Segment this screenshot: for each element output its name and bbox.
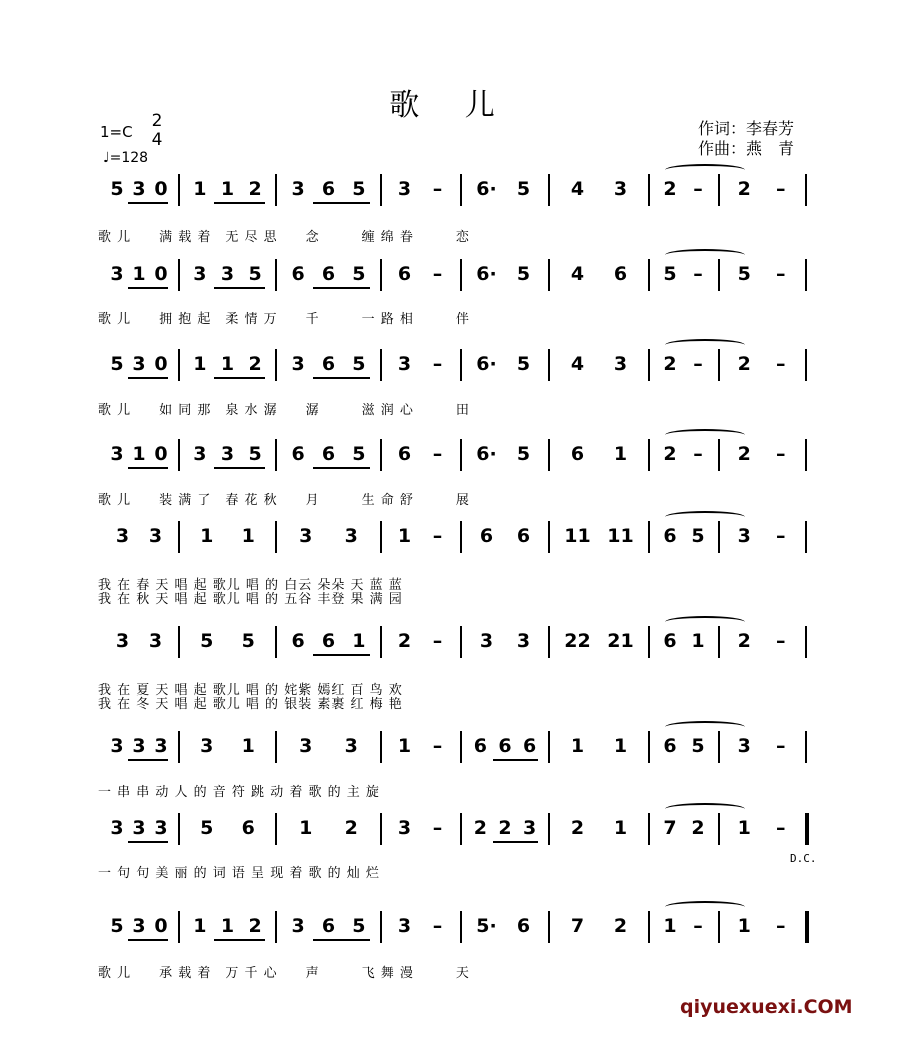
note: 3: [193, 443, 207, 465]
note: 2: [613, 915, 628, 937]
note: 1: [613, 735, 628, 757]
bar-line: [178, 911, 180, 943]
beam-underline: [128, 287, 168, 289]
note: 1: [737, 817, 751, 839]
bar-line: [718, 259, 720, 291]
bar-line: [380, 439, 382, 471]
note: 1: [220, 178, 235, 200]
note: 2: [248, 353, 262, 375]
note: –: [776, 915, 786, 937]
slur: [665, 164, 745, 176]
note: 5: [352, 443, 366, 465]
note: 6·: [476, 263, 497, 285]
note: 3: [110, 263, 124, 285]
slur: [665, 901, 745, 913]
bar-line: [648, 911, 650, 943]
bar-line: [275, 731, 277, 763]
bar-line: [460, 259, 462, 291]
bar-line: [718, 626, 720, 658]
bar-line: [275, 439, 277, 471]
note: 5: [110, 915, 124, 937]
bar-line: [548, 521, 550, 553]
note: 3: [148, 525, 163, 547]
note: 1: [613, 817, 628, 839]
note: 11: [607, 525, 634, 547]
note: 1: [613, 443, 628, 465]
note: 6: [498, 735, 512, 757]
note: 0: [154, 443, 168, 465]
note: 3: [110, 443, 124, 465]
beam-underline: [214, 202, 265, 204]
bar-line: [718, 174, 720, 206]
bar-line: [648, 626, 650, 658]
note: 6: [291, 630, 305, 652]
dc-mark: D.C.: [790, 852, 817, 865]
note: 6: [479, 525, 494, 547]
bar-line: [380, 349, 382, 381]
note: 5: [200, 630, 214, 652]
note: 6: [321, 443, 336, 465]
note: 3: [299, 525, 313, 547]
note: 5: [110, 178, 124, 200]
bar-line: [380, 911, 382, 943]
note: 3: [132, 817, 146, 839]
beam-underline: [128, 467, 168, 469]
note: 2: [691, 817, 705, 839]
bar-line: [805, 439, 807, 471]
note: 3: [115, 630, 130, 652]
note: 3: [132, 915, 146, 937]
note: 5: [352, 353, 366, 375]
note: –: [432, 353, 443, 375]
note: 3: [291, 178, 305, 200]
bar-line: [548, 911, 550, 943]
note: 6: [397, 263, 412, 285]
note: 6: [663, 525, 677, 547]
note: 6: [291, 443, 305, 465]
note: 5: [248, 263, 262, 285]
beam-underline: [313, 467, 370, 469]
note: 1: [691, 630, 705, 652]
note: 5: [691, 525, 705, 547]
note: 1: [220, 353, 235, 375]
note: 2: [248, 915, 262, 937]
note: –: [776, 817, 786, 839]
lyricist: 作词：李春芳: [698, 119, 795, 138]
note: 5: [352, 263, 366, 285]
note: 6·: [476, 443, 497, 465]
note: 1: [193, 353, 207, 375]
bar-line: [805, 174, 807, 206]
note: 5: [241, 630, 255, 652]
slur: [665, 511, 745, 523]
bar-line: [805, 349, 807, 381]
beam-underline: [493, 841, 538, 843]
note: 5: [516, 263, 531, 285]
time-top: 2: [151, 111, 163, 131]
bar-line: [460, 731, 462, 763]
note: 3: [397, 915, 412, 937]
note: 3: [737, 735, 751, 757]
note: 3: [110, 817, 124, 839]
note: 2: [498, 817, 512, 839]
time-signature: [150, 112, 164, 150]
beam-underline: [128, 202, 168, 204]
note: 5: [516, 178, 531, 200]
note: 1: [241, 525, 255, 547]
note: –: [776, 443, 786, 465]
note: 5: [737, 263, 751, 285]
slur: [665, 339, 745, 351]
bar-line: [275, 626, 277, 658]
note: 1: [132, 443, 146, 465]
note: 6: [613, 263, 628, 285]
note: –: [693, 178, 703, 200]
note: 2: [737, 443, 751, 465]
note: 6: [291, 263, 305, 285]
note: 3: [397, 353, 412, 375]
note: 6: [663, 735, 677, 757]
note: 2: [344, 817, 358, 839]
beam-underline: [128, 939, 168, 941]
bar-line: [460, 439, 462, 471]
watermark: qiyuexuexi.COM: [680, 996, 853, 1018]
lyrics-line-2: 我 在 秋 天 唱 起 歌儿 唱 的 五谷 丰登 果 满 园: [98, 592, 403, 607]
note: 1: [200, 525, 214, 547]
note: 3: [344, 735, 358, 757]
lyrics-line: 我 在 夏 天 唱 起 歌儿 唱 的 姹紫 嫣红 百 鸟 欢: [98, 683, 403, 698]
bar-line: [805, 626, 807, 658]
bar-line: [648, 521, 650, 553]
note: 2: [570, 817, 585, 839]
bar-line: [275, 349, 277, 381]
note: 3: [200, 735, 214, 757]
beam-underline: [313, 377, 370, 379]
bar-line: [460, 911, 462, 943]
note: 3: [132, 353, 146, 375]
note: 3: [299, 735, 313, 757]
note: 4: [570, 178, 585, 200]
bar-line: [718, 813, 720, 845]
bar-line: [460, 174, 462, 206]
slur: [665, 249, 745, 261]
lyrics-line: 歌 儿 如 同 那 泉 水 潺 潺 滋 润 心 田: [98, 403, 470, 418]
note: 4: [570, 353, 585, 375]
note: –: [776, 178, 786, 200]
bar-line: [380, 626, 382, 658]
note: 6·: [476, 353, 497, 375]
note: 3: [516, 630, 531, 652]
note: 0: [154, 353, 168, 375]
note: 2: [737, 630, 751, 652]
beam-underline: [313, 939, 370, 941]
note: 2: [737, 353, 751, 375]
bar-line: [805, 731, 807, 763]
note: 6: [321, 353, 336, 375]
note: 3: [291, 915, 305, 937]
note: –: [432, 817, 443, 839]
bar-line: [548, 626, 550, 658]
bar-line: [380, 521, 382, 553]
bar-line: [718, 911, 720, 943]
bar-line: [275, 174, 277, 206]
note: 6: [473, 735, 487, 757]
beam-underline: [128, 841, 168, 843]
note: 3: [397, 178, 412, 200]
note: 3: [613, 178, 628, 200]
bar-line: [648, 813, 650, 845]
note: 1: [220, 915, 235, 937]
bar-line: [275, 521, 277, 553]
note: 2: [473, 817, 487, 839]
lyrics-line: 我 在 春 天 唱 起 歌儿 唱 的 白云 朵朵 天 蓝 蓝: [98, 578, 403, 593]
slur: [665, 616, 745, 628]
lyrics-line: 歌 儿 满 载 着 无 尽 思 念 缠 绵 眷 恋: [98, 230, 470, 245]
note: –: [432, 178, 443, 200]
note: –: [776, 525, 786, 547]
note: 0: [154, 178, 168, 200]
bar-line: [460, 521, 462, 553]
bar-line: [548, 813, 550, 845]
bar-line: [178, 813, 180, 845]
note: 3: [154, 735, 168, 757]
beam-underline: [313, 287, 370, 289]
note: 1: [299, 817, 313, 839]
bar-line: [548, 174, 550, 206]
note: 2: [663, 353, 677, 375]
note: 5: [200, 817, 214, 839]
note: 1: [397, 735, 412, 757]
note: –: [432, 263, 443, 285]
note: 1: [193, 915, 207, 937]
slur: [665, 721, 745, 733]
bar-line: [380, 731, 382, 763]
note: 2: [663, 178, 677, 200]
note: 5: [691, 735, 705, 757]
bar-line: [380, 259, 382, 291]
note: 1: [193, 178, 207, 200]
note: 3: [220, 263, 235, 285]
bar-line: [548, 349, 550, 381]
bar-line: [718, 349, 720, 381]
bar-line: [548, 731, 550, 763]
note: 6: [516, 525, 531, 547]
note: 0: [154, 263, 168, 285]
note: 7: [663, 817, 677, 839]
note: 3: [115, 525, 130, 547]
note: 5·: [476, 915, 497, 937]
beam-underline: [128, 377, 168, 379]
note: 3: [397, 817, 412, 839]
note: 5: [110, 353, 124, 375]
note: –: [776, 630, 786, 652]
note: 1: [397, 525, 412, 547]
note: 4: [570, 263, 585, 285]
note: 6: [321, 263, 336, 285]
note: –: [432, 443, 443, 465]
bar-line: [178, 349, 180, 381]
note: 3: [110, 735, 124, 757]
note: 2: [248, 178, 262, 200]
bar-line: [275, 911, 277, 943]
note: 3: [613, 353, 628, 375]
note: 6: [321, 630, 336, 652]
beam-underline: [493, 759, 538, 761]
note: 3: [344, 525, 358, 547]
note: 0: [154, 915, 168, 937]
note: –: [432, 525, 443, 547]
note: 5: [352, 915, 366, 937]
beam-underline: [214, 467, 265, 469]
bar-line: [178, 439, 180, 471]
note: 6: [570, 443, 585, 465]
page-title: 歌 儿: [389, 88, 513, 123]
bar-line: [718, 521, 720, 553]
note: –: [776, 263, 786, 285]
note: –: [432, 735, 443, 757]
note: 5: [516, 443, 531, 465]
bar-line: [548, 439, 550, 471]
note: 3: [193, 263, 207, 285]
note: 6: [516, 915, 531, 937]
note: 2: [737, 178, 751, 200]
bar-line: [380, 813, 382, 845]
bar-line: [805, 259, 807, 291]
lyrics-line: 一 串 串 动 人 的 音 符 跳 动 着 歌 的 主 旋: [98, 785, 380, 800]
bar-line: [380, 174, 382, 206]
note: 1: [241, 735, 255, 757]
slur: [665, 803, 745, 815]
beam-underline: [214, 377, 265, 379]
note: 6: [241, 817, 255, 839]
note: –: [693, 915, 703, 937]
note: –: [432, 915, 443, 937]
note: 3: [154, 817, 168, 839]
bar-line: [648, 259, 650, 291]
slur: [665, 429, 745, 441]
beam-underline: [313, 654, 370, 656]
lyrics-line: 歌 儿 承 载 着 万 千 心 声 飞 舞 漫 天: [98, 966, 470, 981]
bar-line: [648, 349, 650, 381]
bar-line: [460, 626, 462, 658]
note: 1: [570, 735, 585, 757]
key-signature: 1=C: [100, 123, 133, 141]
bar-line: [548, 259, 550, 291]
time-bottom: 4: [151, 130, 163, 150]
note: 1: [352, 630, 366, 652]
note: 3: [291, 353, 305, 375]
note: 5: [663, 263, 677, 285]
note: 5: [248, 443, 262, 465]
bar-line: [805, 813, 809, 845]
note: –: [693, 353, 703, 375]
note: 1: [132, 263, 146, 285]
note: –: [776, 353, 786, 375]
bar-line: [805, 911, 809, 943]
note: –: [432, 630, 443, 652]
lyrics-line: 歌 儿 装 满 了 春 花 秋 月 生 命 舒 展: [98, 493, 470, 508]
note: 3: [148, 630, 163, 652]
bar-line: [648, 731, 650, 763]
note: 6: [321, 178, 336, 200]
note: 11: [564, 525, 591, 547]
note: 1: [663, 915, 677, 937]
lyrics-line: 一 句 句 美 丽 的 词 语 呈 现 着 歌 的 灿 烂: [98, 866, 380, 881]
bar-line: [178, 259, 180, 291]
note: 3: [479, 630, 494, 652]
note: 5: [516, 353, 531, 375]
note: 21: [607, 630, 634, 652]
bar-line: [460, 349, 462, 381]
note: 6: [523, 735, 537, 757]
bar-line: [178, 731, 180, 763]
note: 5: [352, 178, 366, 200]
beam-underline: [128, 759, 168, 761]
note: 22: [564, 630, 591, 652]
tempo-mark: ♩=128: [103, 150, 149, 166]
bar-line: [178, 626, 180, 658]
note: 2: [663, 443, 677, 465]
note: –: [693, 263, 703, 285]
note: 3: [737, 525, 751, 547]
bar-line: [275, 259, 277, 291]
note: 7: [570, 915, 585, 937]
note: 3: [132, 178, 146, 200]
note: 3: [523, 817, 537, 839]
lyrics-line-2: 我 在 冬 天 唱 起 歌儿 唱 的 银装 素裹 红 梅 艳: [98, 697, 403, 712]
bar-line: [648, 439, 650, 471]
note: 1: [737, 915, 751, 937]
note: –: [693, 443, 703, 465]
note: 6: [663, 630, 677, 652]
bar-line: [718, 731, 720, 763]
note: 6: [321, 915, 336, 937]
bar-line: [178, 521, 180, 553]
note: 3: [132, 735, 146, 757]
bar-line: [178, 174, 180, 206]
note: 6·: [476, 178, 497, 200]
note: –: [776, 735, 786, 757]
note: 3: [220, 443, 235, 465]
composer: 作曲：燕 青: [698, 139, 795, 158]
lyrics-line: 歌 儿 拥 抱 起 柔 情 万 千 一 路 相 伴: [98, 312, 470, 327]
bar-line: [460, 813, 462, 845]
bar-line: [275, 813, 277, 845]
beam-underline: [214, 287, 265, 289]
beam-underline: [214, 939, 265, 941]
bar-line: [648, 174, 650, 206]
bar-line: [718, 439, 720, 471]
note: 2: [397, 630, 412, 652]
bar-line: [805, 521, 807, 553]
beam-underline: [313, 202, 370, 204]
note: 6: [397, 443, 412, 465]
